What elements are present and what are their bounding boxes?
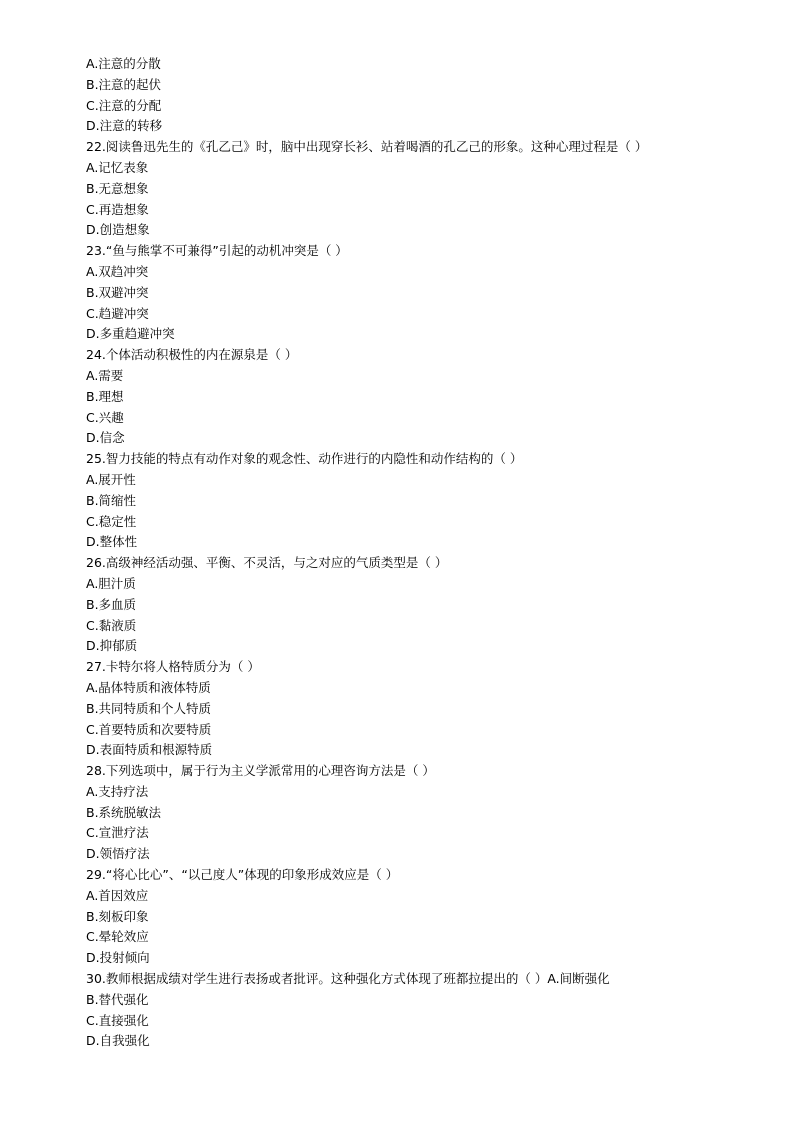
option-line: C.黏液质 [86, 617, 137, 633]
option-line: A.注意的分散 [86, 56, 161, 71]
option-line: D.表面特质和根源特质 [86, 742, 213, 758]
question-document [86, 54, 746, 1052]
option-line: B.系统脱敏法 [86, 804, 162, 820]
option-line: A.首因效应 [86, 887, 149, 903]
option-line: A.晶体特质和液体特质 [86, 679, 211, 695]
option-line: D.整体性 [86, 534, 138, 550]
question-27: 27.卡特尔将人格特质分为（ ） [86, 659, 260, 675]
option-line: C.兴趣 [86, 409, 124, 425]
option-line: A.展开性 [86, 471, 136, 487]
option-line: B.无意想象 [86, 180, 149, 196]
option-line: C.直接强化 [86, 1012, 149, 1028]
option-line: C.再造想象 [86, 201, 149, 217]
option-line: C.趋避冲突 [86, 305, 149, 321]
option-line: C.稳定性 [86, 513, 137, 529]
option-line: D.领悟疗法 [86, 846, 150, 862]
option-line: C.宣泄疗法 [86, 825, 149, 841]
option-line: C.首要特质和次要特质 [86, 721, 212, 737]
option-line: D.注意的转移 [86, 118, 163, 134]
question-29: 29.“将心比心”、“以己度人”体现的印象形成效应是（ ） [86, 867, 399, 883]
option-line: D.抑郁质 [86, 638, 138, 654]
option-line: A.胆汁质 [86, 575, 136, 591]
question-26: 26.高级神经活动强、平衡、不灵活，与之对应的气质类型是（ ） [86, 555, 448, 571]
option-line: B.简缩性 [86, 492, 137, 508]
option-line: A.支持疗法 [86, 783, 149, 799]
question-24: 24.个体活动积极性的内在源泉是（ ） [86, 347, 298, 363]
option-line: B.注意的起伏 [86, 76, 162, 92]
question-30: 30.教师根据成绩对学生进行表扬或者批评。这种强化方式体现了班都拉提出的（ ）A.间断强化 [86, 971, 610, 987]
option-line: D.信念 [86, 430, 125, 446]
option-line: C.晕轮效应 [86, 929, 149, 945]
option-line: A.记忆表象 [86, 159, 149, 175]
option-line: D.自我强化 [86, 1033, 150, 1049]
option-line: B.刻板印象 [86, 908, 149, 924]
option-line: B.理想 [86, 388, 124, 404]
option-line: D.投射倾向 [86, 950, 150, 966]
option-line: B.替代强化 [86, 991, 149, 1007]
question-22: 22.阅读鲁迅先生的《孔乙己》时，脑中出现穿长衫、站着喝酒的孔乙己的形象。这种心理过程是（ ） [86, 139, 648, 155]
option-line: D.多重趋避冲突 [86, 326, 175, 342]
option-line: B.共同特质和个人特质 [86, 700, 212, 716]
question-28: 28.下列选项中，属于行为主义学派常用的心理咨询方法是（ ） [86, 763, 435, 779]
question-25: 25.智力技能的特点有动作对象的观念性、动作进行的内隐性和动作结构的（ ） [86, 451, 523, 467]
option-line: B.双避冲突 [86, 284, 149, 300]
option-line: A.需要 [86, 367, 124, 383]
question-23: 23.“鱼与熊掌不可兼得”引起的动机冲突是（ ） [86, 243, 348, 259]
option-line: B.多血质 [86, 596, 137, 612]
option-line: C.注意的分配 [86, 97, 162, 113]
option-line: A.双趋冲突 [86, 263, 149, 279]
option-line: D.创造想象 [86, 222, 150, 238]
